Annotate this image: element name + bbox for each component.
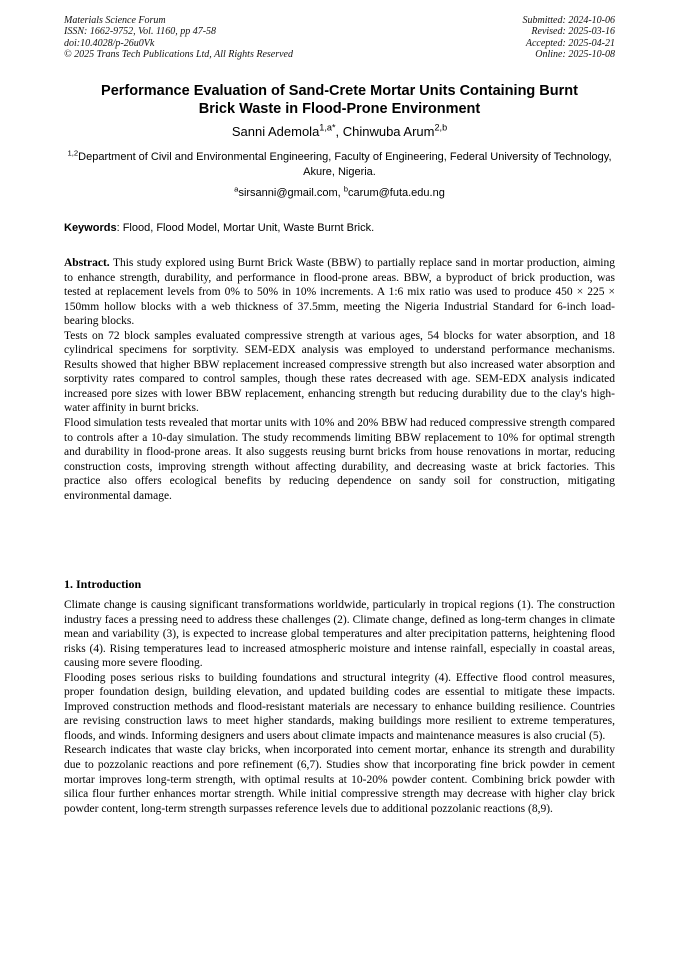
intro-paragraph-3: Research indicates that waste clay bricks, when incorporated into cement mortar, enhance its strength and durability due to pozzolanic reactions and pore refinement (6,7). Studies show that incorporating fine brick powder in cement mortar improves long-term strength, with optimal results at 10-20% powder content. Combining brick powder with silica flour further enhances mortar strength. While initial compressive strength may decrease with higher clay brick powder content, long-term strength surpasses reference levels due to additional pozzolanic reactions (8,9). (64, 744, 615, 815)
abstract-paragraph-2: Tests on 72 block samples evaluated compressive strength at various ages, 54 blocks for water absorption, and 18 cylindrical specimens for sorptivity. SEM-EDX analysis was employed to understand performance mechanisms. Results showed that higher BBW replacement increased compressive strength but also increased water absorption and sorptivity rates compared to control samples, though these rates decreased with age. SEM-EDX analysis indicated increased pore sizes with lower BBW replacement, enhancing strength but reducing durability due to the clay's high-water affinity in burnt bricks. (64, 329, 615, 415)
submitted-date: Submitted: 2024-10-06 (522, 15, 615, 26)
dates-info (523, 15, 616, 61)
affiliation-text: Department of Civil and Environmental Engineering, Faculty of Engineering, Federal University of Technology, Akure, Nigeria. (78, 151, 612, 178)
email-a: sirsanni@gmail.com, (238, 187, 344, 199)
keywords-text: : Flood, Flood Model, Mortar Unit, Waste Burnt Brick. (116, 222, 375, 234)
author-2-affil: 2,b (434, 122, 448, 133)
author-1: Sanni Ademola (231, 124, 320, 139)
doi: doi:10.4028/p-26u0Vk (64, 37, 155, 49)
keywords-label: Keywords (64, 222, 117, 234)
email-b-marker: b (343, 184, 349, 194)
issn: ISSN: 1662-9752, Vol. 1160, pp 47-58 (64, 26, 217, 38)
author-1-affil: 1,a* (319, 122, 336, 133)
keywords (64, 221, 615, 235)
author-list (64, 124, 615, 140)
author-separator: , (335, 124, 343, 139)
affiliation (64, 150, 615, 179)
journal-info (64, 15, 293, 61)
intro-paragraph-1: Climate change is causing significant transformations worldwide, particularly in tropical regions (1). The construction industry faces a pressing need to address these challenges (2). Climate change, defined as long-term changes in climate mean and variability (3), is expected to increase global temperatures and alter precipitation patterns, heightening flood risks (4). Rising temperatures lead to increased atmospheric moisture and intense rainfall, especially in coastal areas, causing more severe flooding. (64, 599, 615, 670)
abstract-text-1: This study explored using Burnt Brick Waste (BBW) to partially replace sand in mortar production, aiming to enhance strength, durability, and performance in flood-prone areas. BBW, a byproduct of brick production, was tested at replacement levels from 0% to 50% in 10% increments. A 1:6 mix ratio was used to produce 450 × 225 × 150mm hollow blocks with a web thickness of 37.5mm, meeting the Nigeria Industrial Standard for 6-inch load-bearing blocks. (64, 257, 615, 328)
section-heading-introduction: 1. Introduction (64, 577, 142, 591)
copyright: © 2025 Trans Tech Publications Ltd, All Rights Reserved (64, 49, 293, 61)
abstract-paragraph-3: Flood simulation tests revealed that mortar units with 10% and 20% BBW had reduced compressive strength compared to controls after a 10-day simulation. The study recommends limiting BBW replacement to 10% for optimal strength and durability in flood-prone areas. It also suggests reusing burnt bricks from house renovations in mortar, reducing construction costs, improving strength without affecting durability, and decreasing waste at brick factories. This practice also offers ecological benefits by reducing dependence on sandy soil for construction, mitigating environmental damage. (64, 417, 615, 502)
title-line-1: Performance Evaluation of Sand-Crete Mortar Units Containing Burnt (101, 83, 578, 99)
paper-title (64, 82, 615, 118)
journal-name: Materials Science Forum (64, 15, 166, 26)
abstract-label: Abstract. (64, 257, 110, 269)
title-line-2: Brick Waste in Flood-Prone Environment (198, 101, 481, 117)
email-b: carum@futa.edu.ng (348, 187, 445, 199)
introduction (64, 598, 615, 816)
affiliation-marker: 1,2 (67, 148, 79, 158)
abstract-paragraph-1 (64, 256, 615, 329)
intro-paragraph-2: Flooding poses serious risks to building foundations and structural integrity (4). Effective flood control measures, proper foundation design, building elevation, and updated building codes are essential to mitigate these impacts. Improved construction methods and flood-resistant materials are necessary to enhance building resilience. Countries are revising construction laws to meet higher standards, making buildings more resilient to extreme temperatures, floods, and winds. Informing designers and users about climate impacts and maintenance measures is also crucial (5). (64, 671, 615, 742)
online-date: Online: 2025-10-08 (535, 49, 615, 61)
author-2: Chinwuba Arum (342, 124, 435, 139)
revised-date: Revised: 2025-03-16 (531, 26, 615, 38)
abstract (64, 256, 615, 503)
accepted-date: Accepted: 2025-04-21 (525, 37, 615, 49)
email-a-marker: a (234, 184, 239, 194)
email-line (64, 186, 615, 200)
